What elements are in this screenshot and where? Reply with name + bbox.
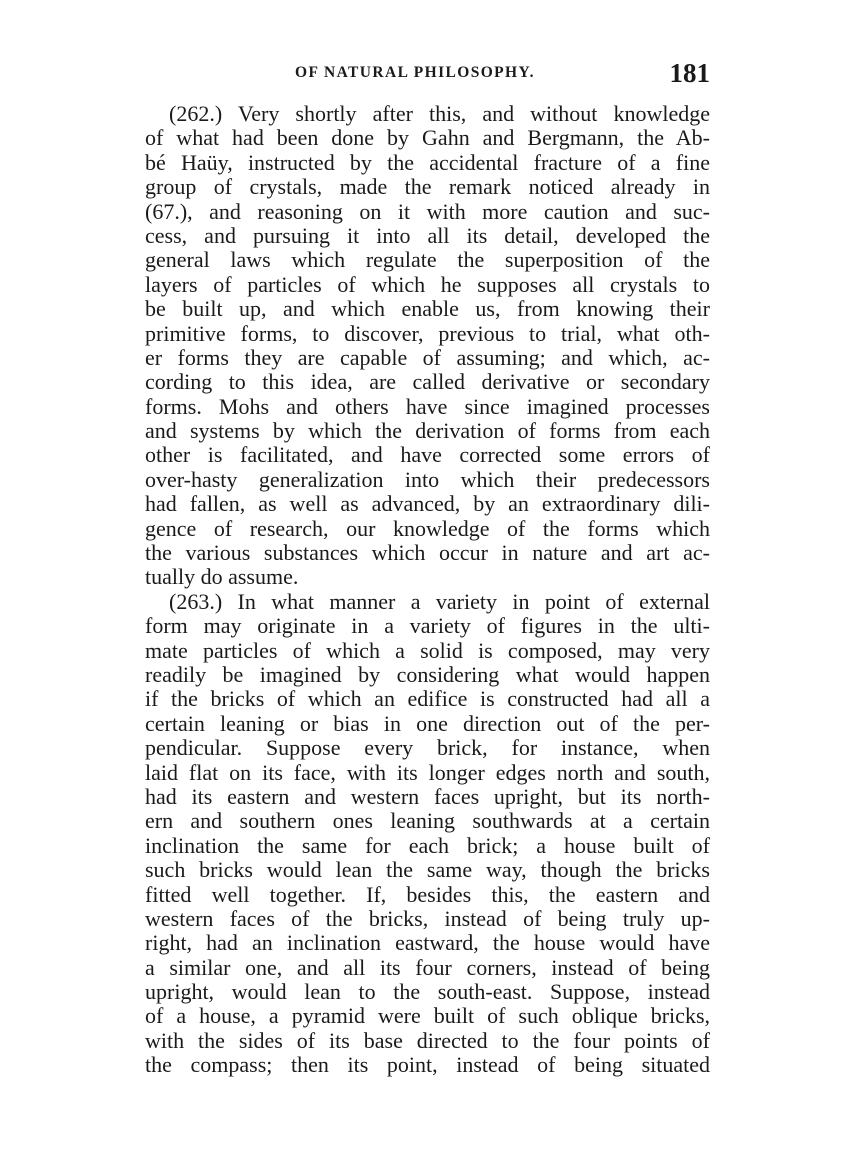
text-line: tually do assume. bbox=[145, 565, 299, 590]
text-line: form may originate in a variety of figures in the ulti- bbox=[145, 614, 710, 639]
running-title: OF NATURAL PHILOSOPHY. bbox=[295, 64, 535, 81]
body-text bbox=[145, 102, 710, 1078]
text-line: readily be imagined by considering what would happen bbox=[145, 662, 710, 687]
text-line: pendicular. Suppose every brick, for instance, when bbox=[145, 736, 710, 761]
text-line: layers of particles of which he supposes all crystals to bbox=[145, 272, 710, 297]
text-line: with the sides of its base directed to the four points of bbox=[145, 1028, 710, 1053]
text-line: general laws which regulate the superposition of the bbox=[145, 248, 710, 273]
text-line: cess, and pursuing it into all its detail, developed the bbox=[145, 223, 710, 248]
text-line: (262.) Very shortly after this, and without knowledge bbox=[169, 102, 710, 126]
text-line: bé Haüy, instructed by the accidental fracture of a fine bbox=[145, 150, 710, 175]
text-line: laid flat on its face, with its longer edges north and south, bbox=[145, 760, 710, 785]
text-line: if the bricks of which an edifice is constructed had all a bbox=[145, 687, 710, 712]
text-line: be built up, and which enable us, from knowing their bbox=[145, 297, 710, 322]
text-line: a similar one, and all its four corners, instead of being bbox=[145, 955, 710, 980]
paragraph-263 bbox=[145, 590, 710, 1078]
text-line: group of crystals, made the remark noticed already in bbox=[145, 175, 710, 200]
paragraph-262 bbox=[145, 102, 710, 590]
text-line: (263.) In what manner a variety in point of external bbox=[169, 589, 710, 614]
text-line: forms. Mohs and others have since imagined processes bbox=[145, 394, 710, 419]
text-line: er forms they are capable of assuming; and which, ac- bbox=[145, 345, 710, 370]
text-line: (67.), and reasoning on it with more caution and suc- bbox=[145, 199, 710, 224]
text-line: gence of research, our knowledge of the forms which bbox=[145, 516, 710, 541]
text-line: the compass; then its point, instead of being situated bbox=[145, 1053, 710, 1078]
text-line: had fallen, as well as advanced, by an extraordinary dili- bbox=[145, 492, 710, 517]
text-line: had its eastern and western faces upright, but its north- bbox=[145, 784, 710, 809]
text-line: of a house, a pyramid were built of such oblique bricks, bbox=[145, 1004, 710, 1029]
text-line: other is facilitated, and have corrected some errors of bbox=[145, 443, 710, 468]
text-line: such bricks would lean the same way, though the bricks bbox=[145, 858, 710, 883]
text-line: over-hasty generalization into which their predecessors bbox=[145, 467, 710, 492]
text-line: western faces of the bricks, instead of being truly up- bbox=[145, 906, 710, 931]
page-number: 181 bbox=[669, 58, 710, 88]
text-line: cording to this idea, are called derivative or secondary bbox=[145, 370, 710, 395]
text-line: right, had an inclination eastward, the house would have bbox=[145, 931, 710, 956]
running-head bbox=[145, 58, 710, 92]
text-line: ern and southern ones leaning southwards at a certain bbox=[145, 809, 710, 834]
text-line: the various substances which occur in nature and art ac- bbox=[145, 541, 710, 566]
text-line: inclination the same for each brick; a house built of bbox=[145, 833, 710, 858]
text-line: and systems by which the derivation of forms from each bbox=[145, 419, 710, 444]
text-line: primitive forms, to discover, previous to trial, what oth- bbox=[145, 321, 710, 346]
text-line: fitted well together. If, besides this, the eastern and bbox=[145, 882, 710, 907]
text-line: certain leaning or bias in one direction out of the per- bbox=[145, 711, 710, 736]
text-line: of what had been done by Gahn and Bergmann, the Ab- bbox=[145, 126, 710, 151]
text-line: upright, would lean to the south-east. Suppose, instead bbox=[145, 980, 710, 1005]
text-line: mate particles of which a solid is composed, may very bbox=[145, 638, 710, 663]
